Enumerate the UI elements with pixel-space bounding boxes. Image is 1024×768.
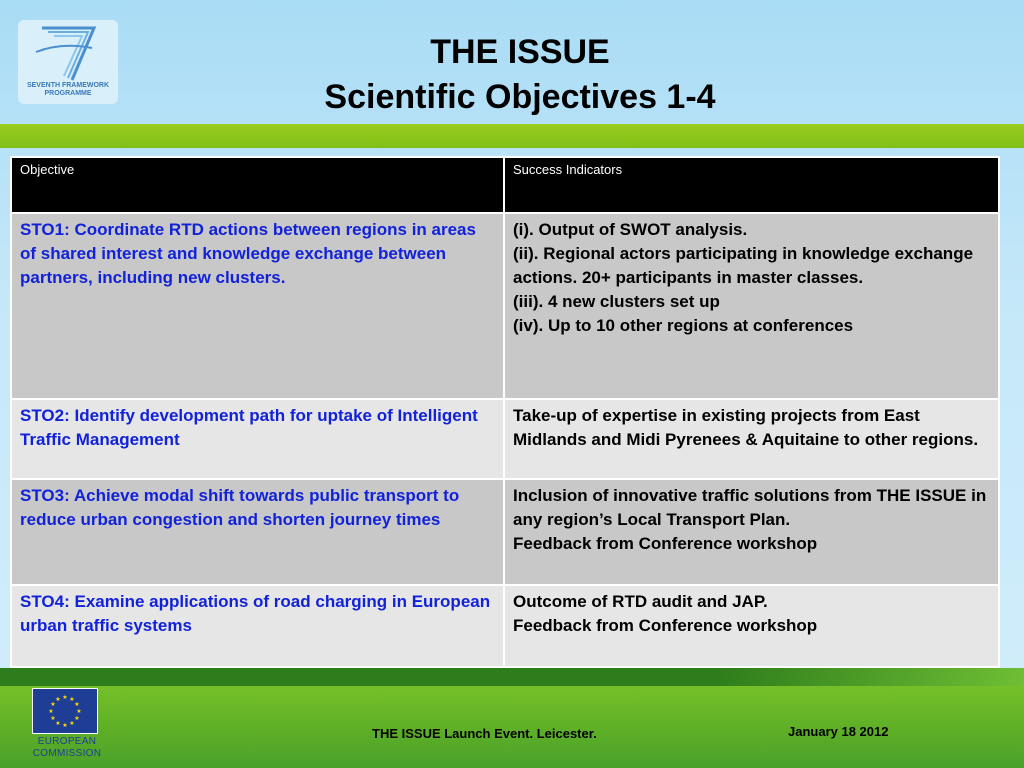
fp7-logo-line1: SEVENTH FRAMEWORK (26, 82, 110, 89)
objectives-table-wrap (10, 156, 998, 666)
table-row (11, 399, 999, 479)
indicators-cell (504, 585, 999, 667)
table-row (11, 213, 999, 399)
eu-logo-text (32, 736, 102, 760)
footer (0, 668, 1024, 768)
footer-event: THE ISSUE Launch Event. Leicester. (372, 726, 597, 741)
fp7-logo (18, 20, 118, 104)
svg-text:★: ★ (62, 694, 68, 701)
indicator-line: Outcome of RTD audit and JAP. (513, 592, 768, 611)
table-header-row (11, 157, 999, 213)
svg-text:★: ★ (62, 722, 68, 729)
objective-cell: STO3: Achieve modal shift towards public transport to reduce urban congestion and shorten journey times (11, 479, 504, 585)
european-commission-logo (32, 688, 102, 768)
footer-stripe (0, 668, 1024, 686)
indicator-line: Feedback from Conference workshop (513, 534, 818, 553)
svg-text:★: ★ (69, 696, 75, 703)
indicators-cell (504, 213, 999, 399)
objectives-table (10, 156, 1000, 668)
table-row (11, 585, 999, 667)
svg-text:★: ★ (76, 708, 82, 715)
svg-text:★: ★ (55, 696, 61, 703)
eu-stars-icon (33, 689, 97, 733)
fp7-logo-text (18, 82, 118, 98)
svg-text:★: ★ (74, 715, 80, 722)
objective-cell: STO2: Identify development path for uptake of Intelligent Traffic Management (11, 399, 504, 479)
indicator-line: Feedback from Conference workshop (513, 616, 818, 635)
svg-text:★: ★ (69, 720, 75, 727)
svg-text:★: ★ (50, 715, 56, 722)
eu-flag-icon (32, 688, 98, 734)
indicator-line: (ii). Regional actors participating in knowledge exchange actions. 20+ participants in master classes. (513, 244, 974, 287)
fp7-seven-icon (32, 22, 104, 82)
footer-date: January 18 2012 (788, 724, 889, 739)
objective-cell: STO4: Examine applications of road charging in European urban traffic systems (11, 585, 504, 667)
indicator-line: (i). Output of SWOT analysis. (513, 220, 748, 239)
title-line1: THE ISSUE (430, 33, 610, 71)
title-line2: Scientific Objectives 1-4 (324, 78, 716, 116)
indicators-cell (504, 399, 999, 479)
indicator-line: Take-up of expertise in existing projects from East Midlands and Midi Pyrenees & Aquitaine to other regions. (513, 406, 979, 449)
fp7-logo-line2: PROGRAMME (44, 90, 92, 97)
indicator-line: (iv). Up to 10 other regions at conferences (513, 316, 854, 335)
indicators-cell (504, 479, 999, 585)
objective-cell: STO1: Coordinate RTD actions between regions in areas of shared interest and knowledge exchange between partners, including new clusters. (11, 213, 504, 399)
page-title (200, 30, 840, 120)
header-objective: Objective (11, 157, 504, 213)
svg-text:★: ★ (50, 701, 56, 708)
header-success-indicators: Success Indicators (504, 157, 999, 213)
svg-text:★: ★ (48, 708, 54, 715)
green-band (0, 124, 1024, 148)
indicator-line: (iii). 4 new clusters set up (513, 292, 720, 311)
svg-text:★: ★ (55, 720, 61, 727)
svg-text:★: ★ (74, 701, 80, 708)
eu-line1: EUROPEAN (37, 736, 97, 747)
table-row (11, 479, 999, 585)
indicator-line: Inclusion of innovative traffic solutions from THE ISSUE in any region’s Local Transport Plan. (513, 486, 987, 529)
eu-line2: COMMISSION (32, 748, 102, 759)
